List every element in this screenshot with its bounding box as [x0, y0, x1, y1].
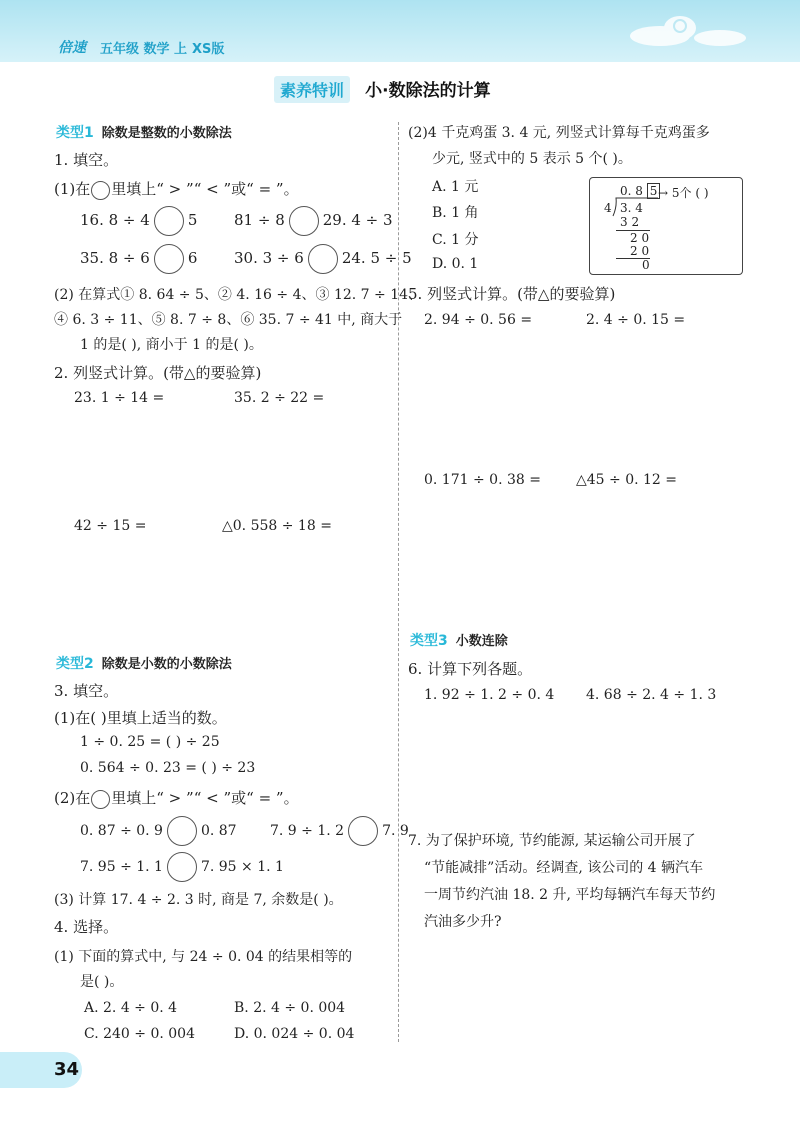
divisor: 4	[604, 201, 612, 215]
compare-item: 7. 9 ÷ 1. 2 7. 9	[270, 816, 409, 846]
answer-circle[interactable]	[167, 852, 197, 882]
question-3-part-2: (2)在 里填上“ > ”“ < ”或“ = ”。	[54, 789, 299, 807]
question-5-title: 5. 列竖式计算。(带△的要验算)	[408, 285, 616, 303]
option-c[interactable]: C. 1 分	[432, 232, 479, 248]
option-d[interactable]: D. 0. 1	[432, 256, 479, 272]
option-c[interactable]: C. 240 ÷ 0. 004	[84, 1026, 195, 1042]
banner-tag: 素养特训	[274, 76, 350, 103]
answer-circle[interactable]	[308, 244, 338, 274]
option-b[interactable]: B. 1 角	[432, 205, 479, 221]
question-7-line-1: 7. 为了保护环境, 节约能源, 某运输公司开展了	[408, 833, 696, 849]
fill-line: 0. 564 ÷ 0. 23 = ( ) ÷ 23	[80, 760, 256, 776]
question-7-line-3: 一周节约汽油 18. 2 升, 平均每辆汽车每天节约	[424, 887, 716, 903]
quotient-highlight-digit: 5	[647, 183, 661, 199]
question-1-part-2-line-1: (2) 在算式① 8. 64 ÷ 5、② 4. 16 ÷ 4、③ 12. 7 ÷ 14、	[54, 287, 423, 303]
question-4-part-2-line-2: 少元, 竖式中的 5 表示 5 个( )。	[432, 151, 632, 167]
fill-line: 1 ÷ 0. 25 = ( ) ÷ 25	[80, 734, 220, 750]
type-tag: 类型1	[56, 125, 94, 141]
page-number: 34	[54, 1059, 80, 1080]
quotient-arrow-note: → 5个 ( )	[658, 186, 709, 200]
compare-item: 81 ÷ 8 29. 4 ÷ 3	[234, 206, 393, 236]
type-title: 小数连除	[455, 634, 508, 649]
option-d[interactable]: D. 0. 024 ÷ 0. 04	[234, 1026, 355, 1042]
question-4-title: 4. 选择。	[54, 918, 119, 936]
question-3-title: 3. 填空。	[54, 682, 119, 700]
calc-item: 35. 2 ÷ 22 =	[234, 390, 325, 406]
calc-item: 2. 4 ÷ 0. 15 =	[586, 312, 686, 328]
division-step: 2 0	[630, 244, 650, 258]
question-1-part-2-line-3: 1 的是( ), 商小于 1 的是( )。	[80, 337, 263, 353]
question-4-part-1-line-2: 是( )。	[80, 974, 124, 990]
quotient: 0. 8	[620, 184, 643, 198]
answer-circle[interactable]	[289, 206, 319, 236]
compare-item: 7. 95 ÷ 1. 1 7. 95 × 1. 1	[80, 852, 284, 882]
type-title: 除数是小数的小数除法	[101, 657, 232, 672]
question-3-part-3: (3) 计算 17. 4 ÷ 2. 3 时, 商是 7, 余数是( )。	[54, 892, 343, 908]
brand-logo: 倍速	[58, 40, 86, 56]
type-title: 除数是整数的小数除法	[101, 126, 232, 141]
calc-item: 42 ÷ 15 =	[74, 518, 147, 534]
question-4-part-2-line-1: (2)4 千克鸡蛋 3. 4 元, 列竖式计算每千克鸡蛋多	[408, 125, 710, 141]
calc-item: 4. 68 ÷ 2. 4 ÷ 1. 3	[586, 687, 717, 703]
division-step: 3 2	[620, 215, 640, 229]
section-banner	[274, 76, 491, 103]
compare-item: 0. 87 ÷ 0. 9 0. 87	[80, 816, 237, 846]
option-b[interactable]: B. 2. 4 ÷ 0. 004	[234, 1000, 346, 1016]
calc-item: △45 ÷ 0. 12 =	[576, 472, 678, 488]
compare-item: 16. 8 ÷ 4 5	[80, 206, 197, 236]
grade-subject: 五年级 数学 上	[100, 42, 188, 57]
calc-item: 23. 1 ÷ 14 =	[74, 390, 165, 406]
section-title: 小·数除法的计算	[365, 81, 491, 101]
question-7-line-2: “节能减排”活动。经调查, 该公司的 4 辆汽车	[424, 860, 704, 876]
option-a[interactable]: A. 2. 4 ÷ 0. 4	[84, 1000, 178, 1016]
type2-heading	[56, 653, 232, 673]
answer-circle[interactable]	[167, 816, 197, 846]
question-2-title: 2. 列竖式计算。(带△的要验算)	[54, 364, 262, 382]
answer-circle[interactable]	[154, 244, 184, 274]
division-remainder: 0	[642, 258, 650, 272]
question-1-part-2-line-2: ④ 6. 3 ÷ 11、⑤ 8. 7 ÷ 8、⑥ 35. 7 ÷ 41 中, 商大于	[54, 312, 403, 328]
long-division-box	[589, 177, 743, 275]
calc-item: △0. 558 ÷ 18 =	[222, 518, 332, 534]
question-4-part-1-line-1: (1) 下面的算式中, 与 24 ÷ 0. 04 的结果相等的	[54, 949, 353, 965]
division-step: 2 0	[630, 231, 650, 245]
type-tag: 类型2	[56, 656, 94, 672]
calc-item: 2. 94 ÷ 0. 56 =	[424, 312, 533, 328]
edition-label: XS版	[192, 42, 225, 57]
answer-circle[interactable]	[348, 816, 378, 846]
question-1-title: 1. 填空。	[54, 151, 119, 169]
question-6-title: 6. 计算下列各题。	[408, 660, 533, 678]
question-1-part-1: (1)在 里填上“ > ”“ < ”或“ = ”。	[54, 180, 299, 198]
calc-item: 0. 171 ÷ 0. 38 =	[424, 472, 541, 488]
question-7-line-4: 汽油多少升?	[424, 914, 502, 930]
answer-circle[interactable]	[154, 206, 184, 236]
type1-heading	[56, 122, 232, 142]
dividend: 3. 4	[620, 201, 643, 215]
type3-heading	[410, 630, 508, 650]
type-tag: 类型3	[410, 633, 448, 649]
calc-item: 1. 92 ÷ 1. 2 ÷ 0. 4	[424, 687, 555, 703]
blank-circle[interactable]	[91, 790, 110, 809]
cloud-decoration-icon	[610, 8, 760, 52]
option-a[interactable]: A. 1 元	[432, 179, 479, 195]
compare-item: 30. 3 ÷ 6 24. 5 ÷ 5	[234, 244, 412, 274]
compare-item: 35. 8 ÷ 6 6	[80, 244, 197, 274]
question-3-part-1: (1)在( )里填上适当的数。	[54, 709, 227, 727]
blank-circle[interactable]	[91, 181, 110, 200]
